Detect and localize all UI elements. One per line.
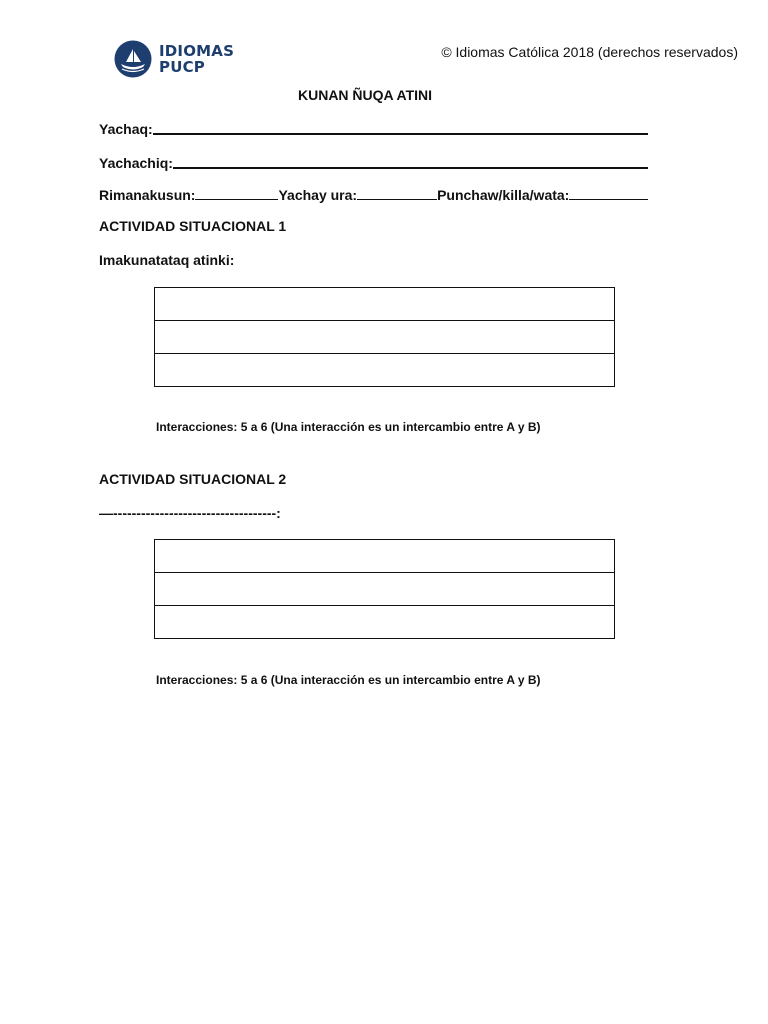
table-row	[155, 606, 615, 639]
table-row	[155, 540, 615, 573]
answer-cell[interactable]	[155, 288, 615, 321]
activity1-answer-table	[154, 287, 615, 387]
table-row	[155, 573, 615, 606]
table-row	[155, 288, 615, 321]
idiomas-pucp-logo	[114, 40, 244, 78]
school-hour-blank-line[interactable]	[357, 185, 437, 200]
table-row	[155, 354, 615, 387]
copyright-notice: © Idiomas Católica 2018 (derechos reservados)	[441, 44, 738, 60]
logo-wordmark	[159, 43, 234, 75]
activity2-answer-table	[154, 539, 615, 639]
page-title: KUNAN ÑUQA ATINI	[297, 87, 433, 103]
language-blank-line[interactable]	[195, 185, 278, 200]
student-blank-line[interactable]	[173, 153, 648, 169]
answer-cell[interactable]	[155, 573, 615, 606]
activity1-prompt: Imakunatataq atinki:	[99, 252, 235, 268]
answer-cell[interactable]	[155, 540, 615, 573]
student-field	[99, 153, 648, 171]
table-row	[155, 321, 615, 354]
teacher-field	[99, 119, 648, 137]
answer-cell[interactable]	[155, 606, 615, 639]
info-fields-row	[99, 185, 648, 203]
activity1-heading: ACTIVIDAD SITUACIONAL 1	[99, 218, 287, 234]
school-hour-label: Yachay ura:	[278, 187, 358, 203]
answer-cell[interactable]	[155, 321, 615, 354]
activity2-prompt: —-----------------------------------:	[99, 505, 281, 521]
activity2-heading: ACTIVIDAD SITUACIONAL 2	[99, 471, 287, 487]
date-blank-line[interactable]	[569, 185, 648, 200]
activity2-interactions-note: Interacciones: 5 a 6 (Una interacción es un intercambio entre A y B)	[156, 673, 541, 687]
language-label: Rimanakusun:	[99, 187, 196, 203]
student-label: Yachachiq:	[99, 155, 173, 171]
teacher-blank-line[interactable]	[153, 119, 648, 135]
ship-emblem-icon	[114, 40, 152, 78]
date-label: Punchaw/killa/wata:	[437, 187, 570, 203]
logo-line-idiomas: IDIOMAS	[159, 42, 235, 60]
activity1-interactions-note: Interacciones: 5 a 6 (Una interacción es un intercambio entre A y B)	[156, 420, 541, 434]
logo-line-pucp: PUCP	[159, 58, 205, 76]
teacher-label: Yachaq:	[99, 121, 153, 137]
answer-cell[interactable]	[155, 354, 615, 387]
